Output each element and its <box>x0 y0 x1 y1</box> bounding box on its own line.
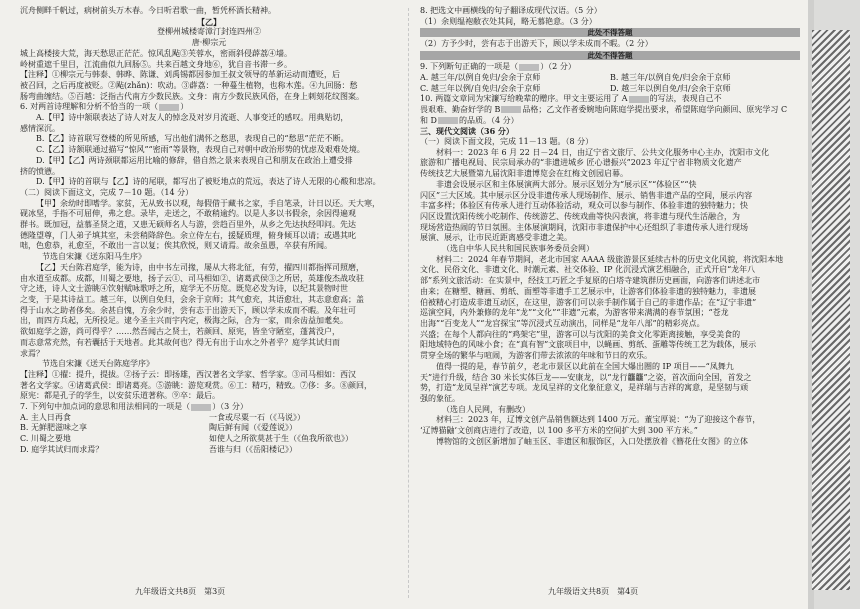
text-line <box>20 156 398 167</box>
line-text: 和 D <box>420 115 437 125</box>
binding-edge-pattern <box>812 30 850 590</box>
line-text: 8. 把选文中画横线的句子翻译成现代汉语。（5 分） <box>420 6 602 15</box>
line-text: 咄，色愈恭，礼愈至，不敢出一言以复；俟其欣悦，则又请焉。故余虽愚，卒获有所闻。 <box>20 241 332 251</box>
option-text: D. 庭学其试归而求焉？ <box>20 444 104 454</box>
redacted-answer-blank <box>191 404 211 411</box>
line-text: 丰富多样；体验区有传承人进行互动体验活动，观众可以参与制作、体验非遗的独特魅力；快 <box>420 201 748 211</box>
line-text-after: ） <box>180 102 189 112</box>
line-text: 材料二：2024 年春节期间，老北市国家 AAAA 级旅游景区延续古朴的历史文化风貌，将沈阳本地 <box>436 254 784 264</box>
text-line <box>20 338 398 349</box>
line-text-after: 的写法，表现自己不 <box>649 94 722 104</box>
line-text: A.【甲】诗中颔联表达了诗人对友人的悼念及对岁月流逝、人事变迁的感叹。用典贴切， <box>36 113 349 123</box>
option-row <box>20 434 398 445</box>
text-line <box>20 295 398 306</box>
column-divider <box>408 8 409 598</box>
option-text: C. 越三年以例/自免归/会余于京师 <box>420 83 541 93</box>
line-text: D.【甲】诗的首联与【乙】诗的尾联，都写出了被贬地点的荒远，表达了诗人无限的心酸和悲凉。 <box>36 177 381 187</box>
line-text: 天”进行升级，结合 30 米长实体巨龙——安康龙，以“龙行龘龘”之姿，首次面向全国，首发之 <box>420 372 752 382</box>
line-text: 而志意常充然，有若囊括于天地者。此其故何也？得无有出于山水之外者乎？庭学其试归而 <box>20 337 340 347</box>
text-line <box>20 359 398 370</box>
line-text: 【注释】①柳宗元与韩泰、韩晔、陈谦、刘禹锡都因参加王叔文领导的革新运动而遭贬，后 <box>20 70 340 80</box>
line-text: 畏艰难、勤奋好学的 B <box>420 104 501 114</box>
text-line <box>420 330 800 341</box>
text-line <box>20 327 398 338</box>
text-line <box>20 188 398 199</box>
page-footer-left: 九年级语文共8页 第3页 <box>135 587 226 596</box>
line-text: 城上高楼接大荒，海天愁思正茫茫。惊风乱飐③芙蓉水，密雨斜侵薜荔④墙。 <box>20 48 292 58</box>
redacted-answer-blank <box>159 104 179 111</box>
text-line <box>20 370 398 381</box>
text-line <box>420 223 800 234</box>
text-line <box>20 124 398 135</box>
text-line <box>420 276 800 287</box>
line-text-after: ）（3 分） <box>212 402 248 412</box>
text-line <box>420 373 800 384</box>
line-text-after: 品格；乙文作者委婉地向陈庭学提出要求，希望陈庭学向颜回、原宪学习 C <box>522 104 788 114</box>
line-text: 非遗会设展示区和主体展演两大部分。展示区划分为“展示区”“体验区”“快 <box>436 179 697 189</box>
text-line <box>20 199 398 210</box>
text-line <box>20 81 398 92</box>
text-line <box>420 405 800 416</box>
text-line <box>420 244 800 255</box>
line-text: 三、现代文阅读（36 分） <box>420 126 514 137</box>
right-column <box>420 6 800 447</box>
option-row <box>420 84 800 95</box>
option-row <box>20 413 398 424</box>
text-line <box>20 220 398 231</box>
text-line <box>20 92 398 103</box>
text-line <box>20 274 398 285</box>
line-text: 之变，于是其诗益工。越三年，以例自免归，会余于京师；其气愈充，其语愈壮，其志意愈高；盖 <box>20 294 364 304</box>
line-text: 德隆望尊，门人弟子填其室，未尝稍降辞色。余立侍左右，援疑质理，俯身倾耳以请；或遇其叱 <box>20 230 356 240</box>
line-text: 节选自宋濂《送天台陈庭学序》 <box>42 359 154 369</box>
line-text: 闪区”三大区域。其中展示区分设非遗传承人现场制作、展示、销售非遗产品的空间，展示内容 <box>420 190 753 200</box>
line-text: 【甲】余幼时即嗜学。家贫，无从致书以观，每假借于藏书之家，手自笔录，计日以还。天大寒， <box>36 198 380 208</box>
line-text: 砚冰坚，手指不可屈伸，弗之怠。录毕，走送之，不敢稍逾约。以是人多以书假余，余因得遍观 <box>20 209 356 219</box>
line-text: 求焉？ <box>20 348 44 358</box>
line-text: （选自中华人民共和国民族事务委员会网） <box>442 244 594 254</box>
line-text: B.【乙】诗首联写登楼的所见所感，写出他们满怀之愁思，表现自己的“愁思”茫茫不断。 <box>36 134 349 144</box>
line-text: C.【乙】诗颔联通过描写“惊风”“密雨”等景物，表现自己对朝中政治形势的忧虑及艰难处境。 <box>36 145 365 155</box>
left-column <box>20 6 398 456</box>
line-text: 文化、民俗文化、非遗文化、时潮元素、社交体验、IP 化沉浸式演艺相融合，正式开启“龙年八 <box>420 265 756 275</box>
text-line <box>420 39 800 50</box>
line-text: （选自人民网，有删改） <box>442 404 530 414</box>
line-text: 旅游和广播电视局、民宗局承办的“非遗进城乡 匠心谱振兴”2023 年辽宁省非物质文化遗产 <box>420 158 742 168</box>
text-line <box>420 362 800 373</box>
text-line <box>420 191 800 202</box>
text-line <box>420 212 800 223</box>
line-text: 9. 下列断句正确的一项是（ <box>420 62 519 72</box>
text-line <box>20 306 398 317</box>
line-text: 【乙】 <box>197 16 221 27</box>
text-line <box>20 209 398 220</box>
line-text: 登柳州城楼寄漳汀封连四州② <box>157 27 261 37</box>
line-text: （1）余则缊袍敝衣处其间，略无慕艳意。（3 分） <box>420 16 597 26</box>
text-line <box>420 340 800 351</box>
line-text: 材料三：2023 年，辽博文创产品销售额达到 1400 万元。董宝厚说：“为了迎接这个春节， <box>436 415 761 425</box>
text-line <box>420 180 800 191</box>
text-line <box>420 383 800 394</box>
text-line <box>20 38 398 49</box>
line-text: 贯穿全场的繁华与喧闹，为游客们带去浓浓的年味和节日的欢乐。 <box>420 351 652 361</box>
line-text: （2）方予少时，尝有志于出游天下，顾以学未成而不暇。（2 分） <box>420 39 653 49</box>
line-text: 巡演空间，内外兼修的龙年“龙”“文化”“非遗”元素，为游客带来满满的春节氛围；“苍龙 <box>420 308 729 318</box>
line-text: 博物馆的文创区新增加了岫玉区、非遗区和服饰区，入口处摆放着《簪花仕女图》的立体 <box>436 436 748 446</box>
text-line <box>420 169 800 180</box>
text-line <box>420 233 800 244</box>
line-text: 群书。既加冠，益慕圣贤之道，又患无硕师名人与游，尝趋百里外，从乡之先达执经叩问。先达 <box>20 220 356 230</box>
line-text: 由来；在糖塑、糖画、剪纸、面塑等非遗手工艺展示中，让游客们体验非遗的独特魅力，非遗展 <box>420 286 756 296</box>
text-line <box>20 6 398 17</box>
line-text: 展演、展示，让市民近距离感受非遗之美。 <box>420 233 572 243</box>
text-line <box>420 437 800 448</box>
line-text: 挤的愤懑。 <box>20 166 60 176</box>
text-line <box>420 201 800 212</box>
text-line <box>20 167 398 178</box>
option-row <box>20 423 398 434</box>
option-text: 如使人之所欲莫甚于生（《鱼我所欲也》） <box>209 434 353 444</box>
text-line <box>20 402 398 413</box>
redacted-answer-blank <box>501 106 521 113</box>
line-text: 出，而四方兵起，无所投足。逮今圣主兴而宇内定，极海之际，合为一家，而余齿益加耄矣。 <box>20 316 348 326</box>
text-line <box>20 241 398 252</box>
line-text: 阳地域特色的风味小食；在“真有智”文旅项目中，以蝇画、剪纸、蛋雕等传统工艺为载体，展示 <box>420 340 757 350</box>
line-text: （二）阅读下面这文，完成 7－10 题。（14 分） <box>20 187 194 197</box>
line-text: 材料一：2023 年 6 月 22 日－24 日，由辽宁省文旅厅、公共文化服务中心主办，沈阳市文化 <box>436 147 770 157</box>
line-text: 6. 对两首诗理解和分析不恰当的一项（ <box>20 102 159 112</box>
text-line <box>20 349 398 360</box>
line-text: 7. 下列句中加点词的意思和用法相同的一项是（ <box>20 402 191 412</box>
text-line <box>20 252 398 263</box>
line-text: 唐·柳宗元 <box>191 38 227 48</box>
text-line <box>420 137 800 148</box>
text-line <box>420 62 800 73</box>
line-text: 节选自宋濂《送东阳马生序》 <box>42 252 146 262</box>
text-line <box>20 49 398 60</box>
text-line <box>420 351 800 362</box>
text-line <box>20 70 398 81</box>
option-text: A. 越三年/以例自免归/会余于京师 <box>420 72 541 82</box>
line-text: 兴盛；在每个人都向往的“鸡架宅”里，游客可以与沈阳的美食文化零距离接触，享受美食的 <box>420 329 741 339</box>
line-text: 出海”“百变龙人”“龙宫探宝”等沉浸式互动演出，同样是“龙年八部”的精彩亮点。 <box>420 318 705 328</box>
text-line <box>420 116 800 127</box>
option-row <box>20 445 398 456</box>
text-line <box>20 381 398 392</box>
line-text: 传统技艺大展暨第九届沈阳非遗博览会在红梅文创园启幕。 <box>420 169 628 179</box>
text-line <box>20 113 398 124</box>
line-text: 欲如庭学之游，尚可得乎？……然吾闻古之贤士，若颜回、原宪，皆坐守陋室，蓬蒿没户， <box>20 327 340 337</box>
option-text: B. 无鲜肥滋味之享 <box>20 423 87 433</box>
line-text: 势，打造“龙凤呈祥”演艺专项。龙凤呈祥的文化象征意义，是祥瑞与吉祥的寓意，是坚韧与顽 <box>420 383 749 393</box>
line-text: 现场营造热闹的节日氛围。主体展演期间，沈阳市非遗保护中心还组织了非遗传承人进行现场 <box>420 222 748 232</box>
answer-restricted-bar: 此处不得答题 <box>420 51 800 60</box>
option-text: A. 主人日再食 <box>20 412 71 422</box>
text-line <box>20 391 398 402</box>
line-text: 原宪：都是孔子的学生，以安贫乐道著称。⑨卒：最后。 <box>20 391 220 401</box>
line-text: 守之迹，诗人文士游眺④饮射赋咏歌呼之所，庭学无不历览。既览必发为诗，以纪其景物时世 <box>20 284 348 294</box>
text-line <box>20 134 398 145</box>
text-line <box>420 298 800 309</box>
text-line <box>20 316 398 327</box>
line-text: 感情深沉。 <box>20 123 60 133</box>
text-line <box>420 415 800 426</box>
option-text: 陶后鲜有闻（《爱莲说》） <box>209 423 297 433</box>
redacted-answer-blank <box>519 64 539 71</box>
text-line <box>20 27 398 38</box>
line-text-after: 的品质。（4 分） <box>458 115 519 125</box>
line-text: 被召回，之后再度被贬。②飐(zhǎn)：吹动。③薜荔：一种蔓生植物，也称木莲。④九回肠：愁 <box>20 80 358 90</box>
line-text: D.【甲】【乙】两诗颈联都运用比喻的修辞，借自然之景来表现自己和朋友在政治上遭受排 <box>36 155 353 165</box>
option-text: B. 越三年/以例自免/归会余于京师 <box>610 72 731 82</box>
line-text: 【乙】天台陈君庭学，能为诗，由中书左司掾，屡从大将北征，有劳，擢四川都指挥司照磨， <box>36 262 364 272</box>
section-heading <box>420 126 800 137</box>
text-line <box>20 60 398 71</box>
text-line <box>20 145 398 156</box>
line-text: 著名文学家。④诸葛武侯：即诸葛亮。⑤游眺：游览观赏。⑥工：精巧，精致。⑦侈：多。⑧颜回， <box>20 380 372 390</box>
redacted-answer-blank <box>629 96 649 103</box>
text-line <box>20 102 398 113</box>
option-text: D. 越三年以例自免/归/会余于京师 <box>610 83 731 93</box>
redacted-answer-blank <box>438 117 458 124</box>
text-line <box>420 158 800 169</box>
line-text: 由水道至成都。成都，川蜀之要地，扬子云①、司马相如②、诸葛武侯③之所居，英雄俊杰战攻驻 <box>20 273 364 283</box>
text-line <box>420 148 800 159</box>
text-line <box>420 394 800 405</box>
text-line <box>20 231 398 242</box>
answer-restricted-bar: 此处不得答题 <box>420 28 800 37</box>
text-line <box>420 265 800 276</box>
line-text: 得于山水之助者侈矣。余甚自愧，方余少时，尝有志于出游天下，顾以学未成而不暇。及年壮可 <box>20 305 356 315</box>
option-text: C. 川蜀之要地 <box>20 434 71 444</box>
line-text: 闪区设置沈阳传统小吃制作、传统游艺、传统戏曲等快闪表演，将非遗与现代生活融合，为 <box>420 211 740 221</box>
text-line <box>420 319 800 330</box>
option-text: 吾谁与归（《岳阳楼记》） <box>209 444 297 454</box>
text-line <box>20 177 398 188</box>
line-text-after: ）（2 分） <box>540 62 576 72</box>
text-line <box>420 308 800 319</box>
option-text: 一食或尽粟一石（《马说》） <box>209 412 305 422</box>
line-text: 【注释】①擢：提升，提拔。②扬子云：即扬雄，西汉著名文学家、哲学家。③司马相如：西汉 <box>20 369 356 379</box>
text-line <box>420 94 800 105</box>
line-text: 部”系列文旅活动：在实景中，经技工巧匠之手复原的白塔寺建筑群历史画面，向游客们讲述北市 <box>420 276 761 286</box>
text-line <box>420 17 800 28</box>
line-text: 伯被精心打造成非遗互动区，在这里，游客们可以亲手制作属于自己的非遗作品；在“辽宁非遗” <box>420 297 757 307</box>
text-line <box>420 287 800 298</box>
page-footer-right: 九年级语文共8页 第4页 <box>548 587 639 596</box>
line-text: 岭树重遮千里目，江流曲似九回肠⑤。共来百越文身地⑥，犹自音书滞一乡。 <box>20 59 292 69</box>
line-text: 值得一提的是，春节前夕，老北市景区以此前在全国大爆出圈的 IP 项目——“凤舞九 <box>436 361 734 371</box>
line-text: 10. 两篇文章同为宋濂写给晚辈的赠序。甲文主要运用了 A <box>420 94 628 104</box>
text-line <box>420 255 800 266</box>
text-line <box>20 17 398 28</box>
text-line <box>420 6 800 17</box>
line-text: 肠弯曲缠结。⑤百越：泛指古代南方少数民族。文身：南方少数民族风俗，在身上刺刻花纹图案。 <box>20 91 364 101</box>
text-line <box>420 426 800 437</box>
text-line <box>420 105 800 116</box>
line-text: 沉舟侧畔千帆过，病树前头万木春。今日听君歌一曲，暂凭杯酒长精神。 <box>20 6 276 15</box>
line-text: （一）阅读下面文段，完成 11－13 题。（8 分） <box>420 137 594 147</box>
line-text: ‘辽博猫鼬’文创商店进行了改造，以 100 多平方米的空间扩大到 300 平方米。” <box>420 426 698 436</box>
text-line <box>20 284 398 295</box>
option-row <box>420 73 800 84</box>
line-text: 强的象征。 <box>420 393 460 403</box>
text-line <box>20 263 398 274</box>
